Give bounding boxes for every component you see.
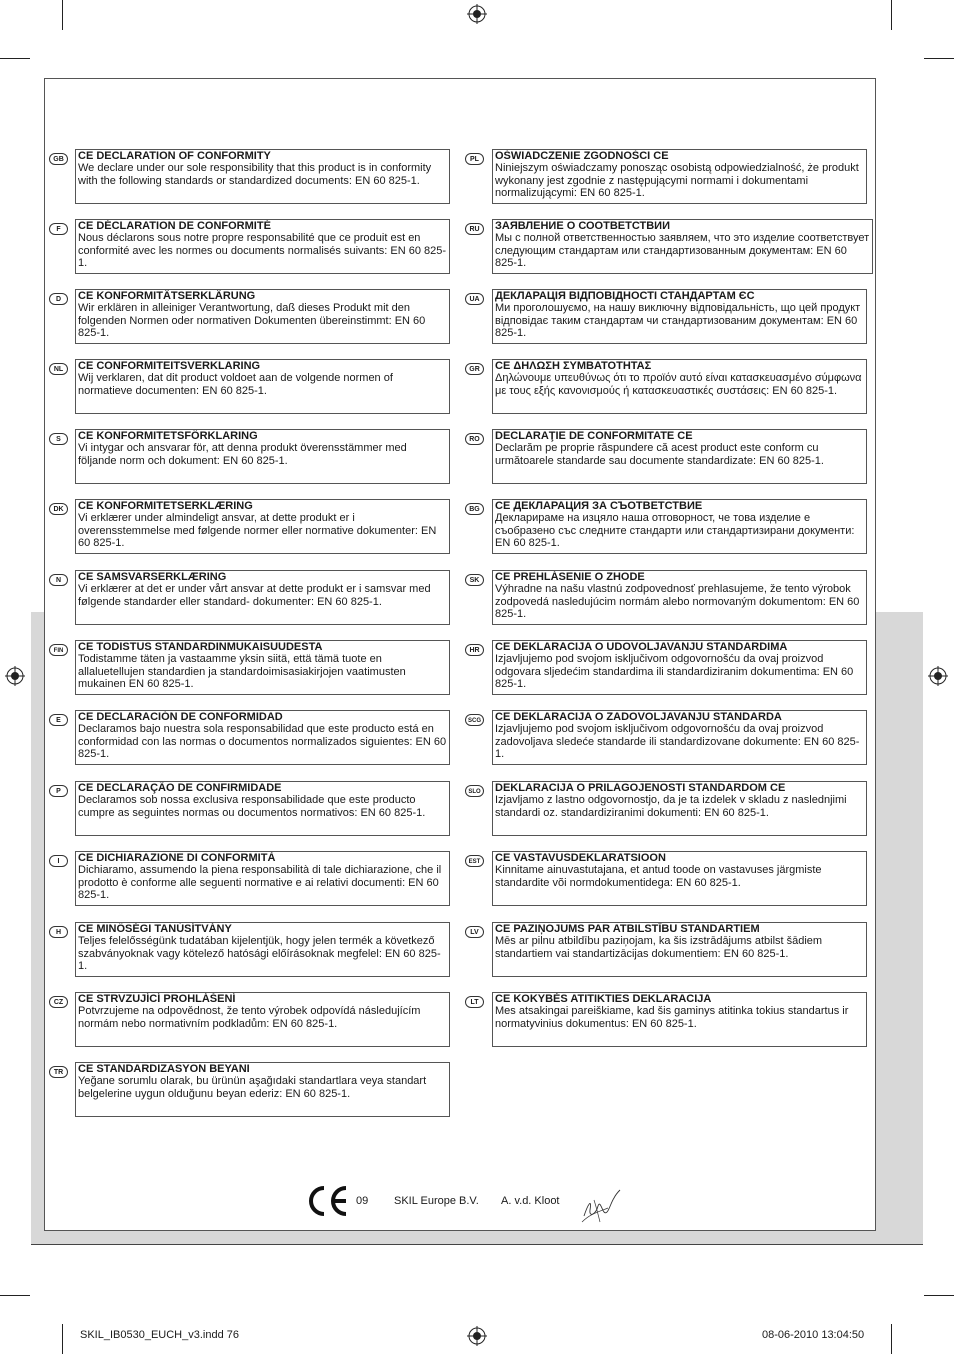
- declaration-text: Todistamme täten ja vastaamme yksin siitä, että tämä tuote en allaluetellujen standardien ja standardoimisasiakirjojen vaatimusten mukainen EN 60 825-1.: [78, 653, 406, 691]
- declaration-title: CE DECLARATION OF CONFORMITY: [78, 150, 271, 162]
- language-code-badge: GB: [49, 153, 68, 165]
- language-code-badge: RU: [465, 223, 484, 235]
- declaration-title: CE SAMSVARSERKLÆRING: [78, 571, 227, 583]
- declaration-box: [75, 570, 450, 625]
- declaration-title: CE PREHLÁSENIE O ZHODE: [495, 571, 645, 583]
- ce-mark-icon: [304, 1185, 350, 1217]
- crop-mark: [62, 0, 63, 30]
- declaration-box: [75, 499, 450, 554]
- language-code-badge: RO: [465, 433, 484, 445]
- declaration-title: OŚWIADCZENIE ZGODNOŚCI CE: [495, 150, 669, 162]
- declaration-title: CE STRVZUJÍCÍ PROHLÁŠENÍ: [78, 993, 236, 1005]
- declaration-text: Wir erklären in alleiniger Verantwortung, daß dieses Produkt mit den folgenden Normen oder normativen Dokumenten übereinstimmt: EN 60 825-1.: [78, 302, 426, 340]
- declaration-box: [492, 149, 867, 204]
- declaration-box: [75, 219, 450, 274]
- language-code-badge: S: [49, 433, 68, 445]
- declaration-text: Ми проголошуємо, на нашу виключну відповідальність, що цей продукт відповідає таким стандартам чи стандартизованим документам: EN 60 825-1.: [495, 302, 861, 340]
- declaration-title: CE DECLARACIÓN DE CONFORMIDAD: [78, 711, 283, 723]
- declaration-box: [75, 289, 450, 344]
- declaration-title: CE DEKLARACIJA O UDOVOLJAVANJU STANDARDIMA: [495, 641, 788, 653]
- crop-mark: [924, 58, 954, 59]
- declaration-text: Δηλώνουμε υπευθύνως ότι το προϊόν αυτό είναι κατασκευασμένο σύμφωνα με τους εξής κανονισμούς ή κατασκευαστικές συστάσεις: EN 60 825-1.: [495, 372, 862, 397]
- declaration-box: [492, 851, 867, 906]
- declaration-title: CE DECLARAÇÃO DE CONFIRMIDADE: [78, 782, 282, 794]
- declaration-text: Izjavljujemo pod svojom isključivom odgovornošću da ovaj proizvod zadovoljava sledeće standarde ili standardizovane dokumente: EN 60 825-1.: [495, 723, 860, 761]
- declaration-box: [492, 710, 867, 765]
- declaration-title: CE ДЕКЛАРАЦИЯ ЗА СЪОТВЕТСТВИЕ: [495, 500, 703, 512]
- declaration-box: [75, 922, 450, 977]
- declaration-box: [492, 359, 867, 414]
- declaration-text: Mes atsakingai pareiškiame, kad šis gaminys atitinka tokius standartus ir normatyvinius dokumentus: EN 60 825-1.: [495, 1005, 849, 1030]
- language-code-badge: LV: [465, 926, 484, 938]
- language-code-badge: SK: [465, 574, 484, 586]
- declaration-text: Potvrzujeme na odpovědnost, že tento výrobek odpovídá následujícím normám nebo normativním podkladům: EN 60 825-1.: [78, 1005, 421, 1030]
- declaration-text: Vi erklærer under almindeligt ansvar, at dette produkt er i overensstemmelse med følgende normer eller normative dokumenter: EN 60 825-1.: [78, 512, 437, 550]
- declaration-text: We declare under our sole responsibility that this product is in conformity with the following standards or standardized documents: EN 60 825-1.: [78, 162, 432, 187]
- crop-mark: [924, 1295, 954, 1296]
- declaration-title: CE KOKYBĖS ATITIKTIES DEKLARACIJA: [495, 993, 712, 1005]
- declaration-box: [75, 781, 450, 836]
- declaration-box: [75, 359, 450, 414]
- declaration-title: CE KONFORMITETSFÖRKLARING: [78, 430, 258, 442]
- declaration-title: CE DEKLARACIJA O ZADOVOLJAVANJU STANDARDA: [495, 711, 782, 723]
- footer-signatory: A. v.d. Kloot: [501, 1195, 560, 1207]
- declaration-text: Wij verklaren, dat dit product voldoet aan de volgende normen of normatieve documenten: EN 60 825-1.: [78, 372, 393, 397]
- signature-icon: [578, 1186, 622, 1226]
- language-code-badge: NL: [49, 363, 68, 375]
- crop-mark: [62, 1324, 63, 1354]
- declaration-title: CE KONFORMITETSERKLÆRING: [78, 500, 253, 512]
- declaration-title: CE ΔΗΛΩΣΗ ΣΥΜΒΑΤΟΤΗΤΑΣ: [495, 360, 652, 372]
- registration-mark-icon: [928, 666, 948, 686]
- language-code-badge: GR: [465, 363, 484, 375]
- declaration-box: [75, 1062, 450, 1117]
- declaration-text: Мы с полной ответственностью заявляем, что это изделие соответствует следующим стандартам или стандартизованным документам: EN 60 825-1.: [495, 232, 870, 270]
- language-code-badge: HR: [465, 644, 484, 656]
- language-code-badge: DK: [49, 503, 68, 515]
- language-code-badge: SCG: [465, 714, 484, 726]
- language-code-badge: UA: [465, 293, 484, 305]
- language-code-badge: E: [49, 714, 68, 726]
- declaration-box: [492, 289, 867, 344]
- declaration-text: Teljes felelősségünk tudatában kijelentjük, hogy jelen termék a következő szabványoknak vagy kötelező hatósági előírásoknak megfelel: EN 60 825-1.: [78, 935, 441, 973]
- declaration-box: [492, 922, 867, 977]
- registration-mark-icon: [467, 4, 487, 24]
- declaration-title: DEKLARACIJA O PRILAGOJENOSTI STANDARDOM CE: [495, 782, 786, 794]
- declaration-title: CE CONFORMITEITSVERKLARING: [78, 360, 261, 372]
- declaration-box: [75, 429, 450, 484]
- declaration-title: DECLARAŢIE DE CONFORMITATE CE: [495, 430, 693, 442]
- declaration-text: Yeğane sorumlu olarak, bu ürünün aşağıdaki standartlara veya standart belgelerine uygun olduğunu beyan ederiz: EN 60 825-1.: [78, 1075, 427, 1100]
- declaration-title: CE DÉCLARATION DE CONFORMITÉ: [78, 220, 271, 232]
- declaration-title: CE VASTAVUSDEKLARATSIOON: [495, 852, 666, 864]
- language-code-badge: LT: [465, 996, 484, 1008]
- footer-year: 09: [356, 1195, 369, 1207]
- declaration-box: [492, 992, 867, 1047]
- crop-mark: [0, 58, 30, 59]
- footer-company: SKIL Europe B.V.: [394, 1195, 479, 1207]
- language-code-badge: BG: [465, 503, 484, 515]
- declaration-title: CE STANDARDIZASYON BEYANI: [78, 1063, 250, 1075]
- declaration-box: [492, 219, 873, 274]
- declaration-box: [492, 781, 867, 836]
- declaration-title: CE DICHIARAZIONE DI CONFORMITÀ: [78, 852, 276, 864]
- language-code-badge: F: [49, 223, 68, 235]
- declaration-title: CE MINŐSÉGI TANÚSÍTVÁNY: [78, 923, 232, 935]
- language-code-badge: PL: [465, 153, 484, 165]
- crop-mark: [891, 1324, 892, 1354]
- declaration-box: [75, 149, 450, 204]
- declaration-text: Nous déclarons sous notre propre responsabilité que ce produit est en conformité avec les normes ou documents normalisés suivants: EN 60 825-1.: [78, 232, 447, 270]
- language-code-badge: P: [49, 785, 68, 797]
- declaration-text: Výhradne na našu vlastnú zodpovednosť prehlasujeme, že tento výrobok zodpovedá nasledujúcim normám alebo normovaným dokumentom: EN 60 825-1.: [495, 583, 860, 621]
- language-code-badge: EST: [465, 855, 484, 867]
- declaration-title: CE TODISTUS STANDARDINMUKAISUUDESTA: [78, 641, 323, 653]
- declaration-text: Vi erklærer at det er under vårt ansvar at dette produkt er i samsvar med følgende standarder eller standard- dokumenter: EN 60 825-1.: [78, 583, 431, 608]
- language-code-badge: CZ: [49, 996, 68, 1008]
- declaration-title: CE KONFORMITÄTSERKLÄRUNG: [78, 290, 256, 302]
- declaration-text: Декларираме на изцяло наша отговорност, че това изделие е съобразено със следните стандарти или стандартизирани документи: EN 60 825-1.: [495, 512, 855, 550]
- language-code-badge: TR: [49, 1066, 68, 1078]
- declaration-text: Vi intygar och ansvarar för, att denna produkt överensstämmer med följande norm och dokument: EN 60 825-1.: [78, 442, 407, 467]
- declaration-text: Izjavljamo z lastno odgovornostjo, da je ta izdelek v skladu z naslednjimi standardi oz. standardiziranimi dokumenti: EN 60 825-1.: [495, 794, 847, 819]
- language-code-badge: H: [49, 926, 68, 938]
- bottom-rule: [31, 1244, 923, 1245]
- declaration-box: [75, 851, 450, 906]
- language-code-badge: D: [49, 293, 68, 305]
- registration-mark-icon: [5, 666, 25, 686]
- declaration-box: [492, 570, 867, 625]
- crop-mark: [891, 0, 892, 30]
- declaration-text: Dichiaramo, assumendo la piena responsabilità di tale dichiarazione, che il prodotto è conforme alle seguenti normative e ai relativi documenti: EN 60 825-1.: [78, 864, 442, 902]
- declaration-text: Izjavljujemo pod svojom isključivom odgovornošću da ovaj proizvod odgovara sljedećim standardima ili standardiziranim dokumentima: EN 60 825-1.: [495, 653, 854, 691]
- declaration-text: Declarăm pe proprie răspundere că acest product este conform cu următoarele standarde sau documente standardizate: EN 60 825-1.: [495, 442, 824, 467]
- declaration-text: Niniejszym oświadczamy ponosząc osobistą odpowiedzialność, że produkt wykonany jest zgodnie z następującymi normami i dokumentami normalizującymi: EN 60 825-1.: [495, 162, 859, 200]
- language-code-badge: N: [49, 574, 68, 586]
- declaration-title: CE PAZIŅOJUMS PAR ATBILSTĪBU STANDARTIEM: [495, 923, 760, 935]
- declaration-box: [75, 640, 450, 695]
- declaration-text: Mēs ar pilnu atbildību paziņojam, ka šis izstrādājums atbilst šādiem standartiem vai standartizācijas dokumentiem: EN 60 825-1.: [495, 935, 823, 960]
- declaration-text: Kinnitame ainuvastutajana, et antud toode on vastavuses järgmiste standardite või normdokumentidega: EN 60 825-1.: [495, 864, 822, 889]
- registration-mark-icon: [467, 1326, 487, 1346]
- declaration-box: [75, 992, 450, 1047]
- print-datetime: 08-06-2010 13:04:50: [762, 1329, 865, 1341]
- declaration-title: ЗАЯВЛЕНИЕ О СООТВЕТСТВИИ: [495, 220, 670, 232]
- declaration-box: [492, 499, 867, 554]
- declaration-box: [75, 710, 450, 765]
- language-code-badge: I: [49, 855, 68, 867]
- declaration-box: [492, 640, 867, 695]
- declaration-text: Declaramos bajo nuestra sola responsabilidad que este producto está en conformidad con las normas o documentos normalizados siguientes: EN 60 825-1.: [78, 723, 447, 761]
- crop-mark: [0, 1295, 30, 1296]
- print-filename: SKIL_IB0530_EUCH_v3.indd 76: [80, 1329, 239, 1341]
- declaration-box: [492, 429, 867, 484]
- language-code-badge: SLO: [465, 785, 484, 797]
- language-code-badge: FIN: [49, 644, 68, 656]
- declaration-title: ДЕКЛАРАЦІЯ ВІДПОВІДНОСТІ СТАНДАРТАМ ЄС: [495, 290, 755, 302]
- declaration-text: Declaramos sob nossa exclusiva responsabilidade que este producto cumpre as seguintes normas ou documentos normativos: EN 60 825-1.: [78, 794, 426, 819]
